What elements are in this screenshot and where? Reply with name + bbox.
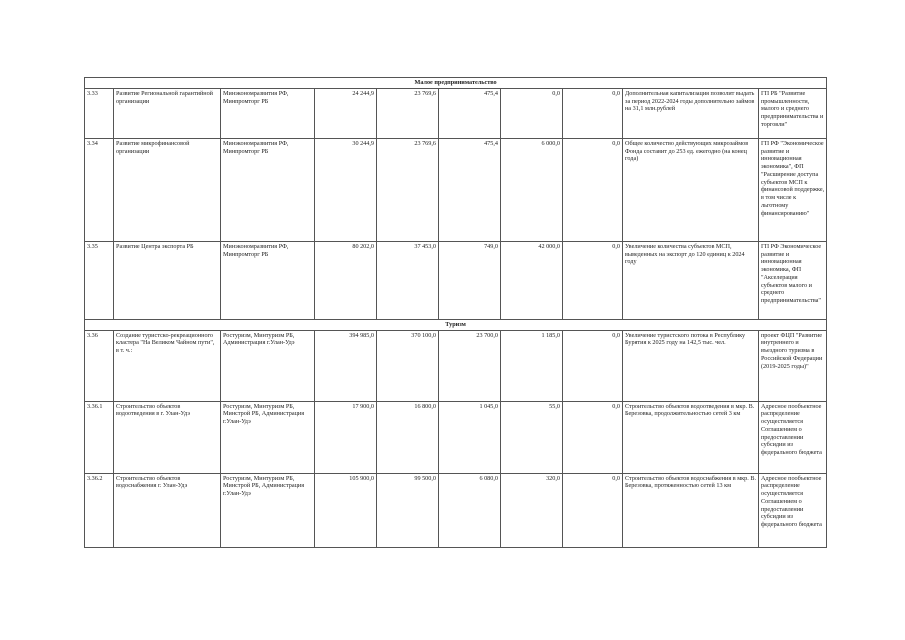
row-executor: Ростуризм, Минтуризм РБ, Минстрой РБ, Администрация г.Улан-Удэ: [221, 401, 315, 473]
row-value-federal: 16 800,0: [377, 401, 439, 473]
row-value-local: 55,0: [501, 401, 563, 473]
section-title: Туризм: [85, 319, 827, 330]
row-value-total: 17 900,0: [315, 401, 377, 473]
row-program: Адресное пообъектное распределение осуществляется Соглашением о предоставлении субсидии из федерального бюджета: [759, 473, 827, 547]
row-value-federal: 37 453,0: [377, 241, 439, 319]
table-row: [85, 330, 827, 401]
row-number: 3.36.2: [85, 473, 114, 547]
row-program: проект ФЦП "Развитие внутреннего и въездного туризма в Российской Федерации (2019-2025 годы)": [759, 330, 827, 401]
row-name: Развитие микрофинансовой организации: [114, 138, 221, 241]
row-result: Увеличение количества субъектов МСП, выведенных на экспорт до 120 единиц к 2024 году: [623, 241, 759, 319]
row-executor: Ростуризм, Минтуризм РБ, Минстрой РБ, Администрация г.Улан-Удэ: [221, 473, 315, 547]
row-name: Создание туристско-рекреационного кластера "На Великом Чайном пути", в т. ч.:: [114, 330, 221, 401]
table-row: [85, 401, 827, 473]
row-value-federal: 99 500,0: [377, 473, 439, 547]
row-number: 3.33: [85, 88, 114, 138]
row-value-local: 320,0: [501, 473, 563, 547]
row-value-other: 0,0: [563, 330, 623, 401]
row-value-local: 1 185,0: [501, 330, 563, 401]
row-name: Развитие Центра экспорта РБ: [114, 241, 221, 319]
row-value-regional: 475,4: [439, 138, 501, 241]
table-row: [85, 473, 827, 547]
row-value-regional: 6 080,0: [439, 473, 501, 547]
row-result: Общее количество действующих микрозаймов Фонда составит до 253 ед. ежегодно (на конец года): [623, 138, 759, 241]
row-program: ГП РФ Экономическое развитие и инновационная экономика, ФП "Акселерация субъектов малого и среднего предпринимательства": [759, 241, 827, 319]
row-result: Строительство объектов водоотведения в мкр. В. Березовка, продолжительностью сетей 3 км: [623, 401, 759, 473]
row-program: ГП РФ "Экономическое развитие и инновационная экономика", ФП "Расширение доступа субъектов МСП к финансовой поддержке, в том числе к льготному финансированию": [759, 138, 827, 241]
row-value-total: 24 244,9: [315, 88, 377, 138]
row-value-total: 80 202,0: [315, 241, 377, 319]
section-row: [85, 78, 827, 89]
row-value-total: 105 900,0: [315, 473, 377, 547]
row-program: ГП РБ "Развитие промышленности, малого и среднего предпринимательства и торговли": [759, 88, 827, 138]
row-number: 3.36: [85, 330, 114, 401]
table-row: [85, 88, 827, 138]
row-value-regional: 1 045,0: [439, 401, 501, 473]
row-number: 3.35: [85, 241, 114, 319]
row-result: Увеличение туристского потока в Республику Бурятия к 2025 году на 142,5 тыс. чел.: [623, 330, 759, 401]
row-value-total: 30 244,9: [315, 138, 377, 241]
row-executor: Минэкономразвития РФ, Минпромторг РБ: [221, 138, 315, 241]
row-result: Строительство объектов водоснабжения в мкр. В. Березовка, протяженностью сетей 13 км: [623, 473, 759, 547]
row-value-other: 0,0: [563, 241, 623, 319]
row-value-federal: 370 100,0: [377, 330, 439, 401]
section-title: Малое предпринимательство: [85, 78, 827, 89]
row-name: Строительство объектов водоснабжения г. Улан-Удэ: [114, 473, 221, 547]
row-executor: Минэкономразвития РФ, Минпромторг РБ: [221, 88, 315, 138]
row-value-regional: 23 700,0: [439, 330, 501, 401]
row-value-other: 0,0: [563, 138, 623, 241]
program-table: [84, 77, 827, 548]
row-name: Строительство объектов водоотведения в г. Улан-Удэ: [114, 401, 221, 473]
row-value-other: 0,0: [563, 88, 623, 138]
row-value-total: 394 985,0: [315, 330, 377, 401]
row-value-local: 42 000,0: [501, 241, 563, 319]
row-value-regional: 749,0: [439, 241, 501, 319]
row-number: 3.34: [85, 138, 114, 241]
row-value-local: 0,0: [501, 88, 563, 138]
table-row: [85, 241, 827, 319]
row-name: Развитие Региональной гарантийной организации: [114, 88, 221, 138]
row-value-other: 0,0: [563, 473, 623, 547]
section-row: [85, 319, 827, 330]
row-value-regional: 475,4: [439, 88, 501, 138]
row-number: 3.36.1: [85, 401, 114, 473]
row-value-local: 6 000,0: [501, 138, 563, 241]
row-result: Дополнительная капитализация позволит выдать за период 2022-2024 годы дополнительно займов на 31,1 млн.рублей: [623, 88, 759, 138]
row-value-federal: 23 769,6: [377, 88, 439, 138]
row-executor: Ростуризм, Минтуризм РБ, Администрация г.Улан-Удэ: [221, 330, 315, 401]
row-value-other: 0,0: [563, 401, 623, 473]
table-row: [85, 138, 827, 241]
row-program: Адресное пообъектное распределение осуществляется Соглашением о предоставлении субсидии из федерального бюджета: [759, 401, 827, 473]
row-value-federal: 23 769,6: [377, 138, 439, 241]
row-executor: Минэкономразвития РФ, Минпромторг РБ: [221, 241, 315, 319]
